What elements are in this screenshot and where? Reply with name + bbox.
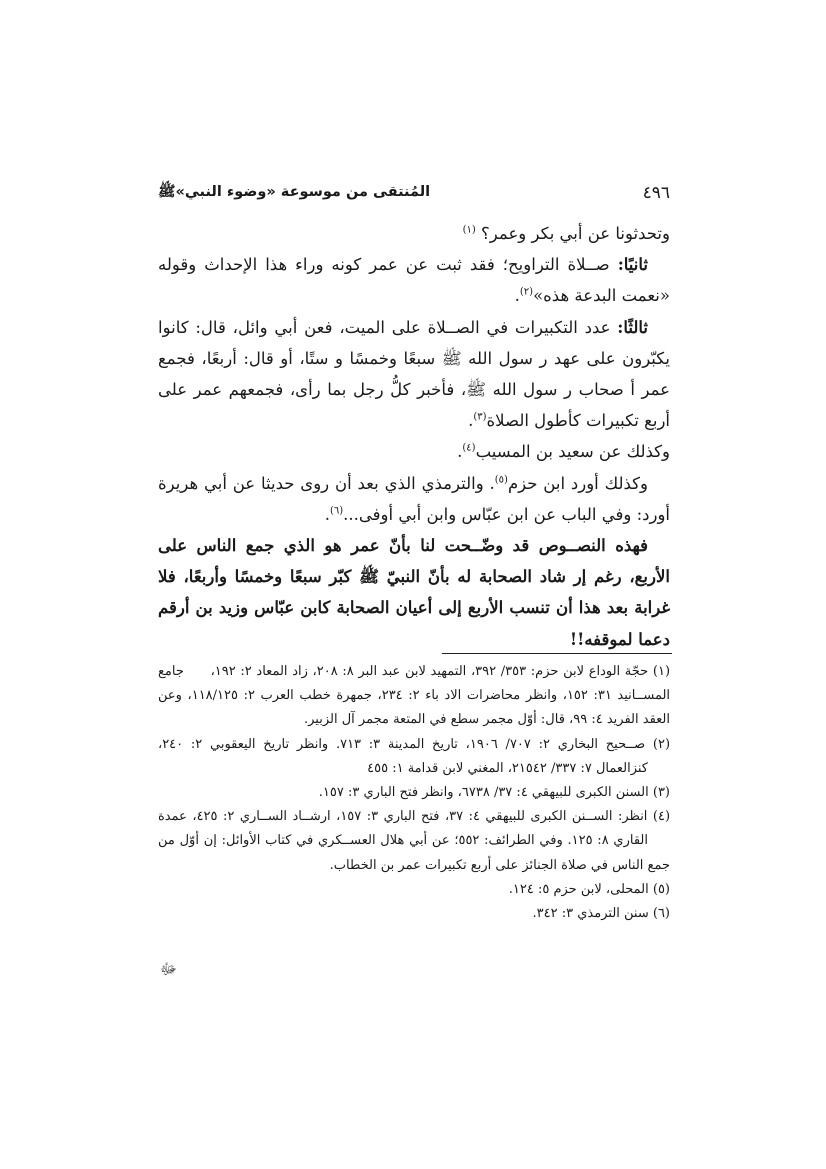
main-text xyxy=(158,218,670,655)
footnote-6: (٦) سنن الترمذي ٣: ٣٤٢. xyxy=(532,906,670,922)
running-title: المُنتقى من موسوعة «وضوء النبي»ﷺ xyxy=(158,183,431,200)
paragraph-6: فهذه النصــوص قد وضّــحت لنا بأنّ عمر هو الذي جمع الناس على الأربع، رغم إر شاد الصحابة له بأنّ النبيّ ﷺ كبّر سبعًا وخمسًا وأربعًا، فلا غرابة بعد هذا أن تنسب الأربع إلى أعيان الصحابة كابن عبّاس وزيد بن أرقم دعما لموقفه!! xyxy=(158,536,670,649)
footnote-2: (٢) صــحيح البخاري ٢: ٧٠٧/ ١٩٠٦، تاريخ المدينة ٣: ٧١٣. وانظر تاريخ اليعقوبي ٢: ٢٤٠، كنزالعمال ٧: ٣٣٧/ ٢١٥٤٢، المغني لابن قدامة ١: ٤٥٥ xyxy=(158,736,671,776)
paragraph-1: وتحدثونا عن أبي بكر وعمر؟ $^{(١)}$ xyxy=(462,224,670,243)
footnote-ref[interactable]: (٥) xyxy=(494,474,508,486)
paragraph-3: ثالثًا: عدد التكبيرات في الصــلاة على الميت، فعن أبي وائل، قال: كانوا يكبّرون على عهد ر سول الله ﷺ سبعًا وخمسًا و ستًا، أو قال: أربعًا، فجمع عمر أ صحاب ر سول الله ﷺ، فأخبر كلُّ رجل بما رأى، فجمعهم عمر على أربع تكبيرات كأطول الصلاة$^{(٣)}$. xyxy=(158,317,670,431)
paragraph-5: وكذلك أورد ابن حزم$^{(٥)}$. والترمذي الذي بعد أن روى حديثا عن أبي هريرة أورد: وفي الباب عن ابن عبّاس وابن أبي أوفى...$^{(٦)}$. xyxy=(158,473,670,524)
page-header xyxy=(158,180,670,206)
footnote-ref[interactable]: (٣) xyxy=(473,411,487,423)
footnote-ref[interactable]: (١) xyxy=(462,224,476,236)
paragraph-2: ثانيًا: صــلاة التراويح؛ فقد ثبت عن عمر كونه وراء هذا الإحداث وقوله «نعمت البدعة هذه»$^{(٢)}$. xyxy=(158,255,670,306)
footnote-ref[interactable]: (٦) xyxy=(329,505,344,517)
footnote-4: (٤) انظر: الســنن الكبرى للبيهقي ٤: ٣٧، فتح الباري ٣: ١٥٧، ارشــاد الســاري ٢: ٤٢٥، عمدة القاري ٨: ١٢٥. وفي الطرائف: ٥٥٢؛ عن أبي هلال العســكري في كتاب الأوائل: إن أوّل من جمع الناس في صلاة الجنائز على أربع تكبيرات عمر بن الخطاب. xyxy=(158,809,671,873)
signature-mark: ﷻ xyxy=(160,960,177,978)
footnote-ref[interactable]: (٢) xyxy=(519,286,534,298)
footnote-3: (٣) السنن الكبرى للبيهقي ٤: ٣٧/ ٦٧٣٨، وانظر فتح الباري ٣: ١٥٧. xyxy=(318,785,670,801)
paragraph-4: وكذلك عن سعيد بن المسيب$^{(٤)}$. xyxy=(457,442,670,462)
footnote-ref[interactable]: (٤) xyxy=(462,442,476,454)
footnotes xyxy=(158,660,670,926)
page-number: ٤٩٦ xyxy=(642,183,670,203)
footnote-separator xyxy=(442,653,672,654)
footnote-1: (١) حجّة الوداع لابن حزم: ٣٥٣/ ٣٩٢، التمهيد لابن عبد البر ٨: ٢٠٨، زاد المعاد ٢: ١٩٢، جامع المســانيد ٣١: ١٥٢، وانظر محاضرات الاد باء ٢: ٢٣٤، جمهرة خطب العرب ٢: ١١٨/١٢٥، وعن العقد الفريد ٤: ٩٩، قال: أوّل مجمر سطع في المتعة مجمر آل الزبير. xyxy=(158,664,671,728)
footnote-5: (٥) المحلى، لابن حزم ٥: ١٢٤. xyxy=(508,881,670,897)
